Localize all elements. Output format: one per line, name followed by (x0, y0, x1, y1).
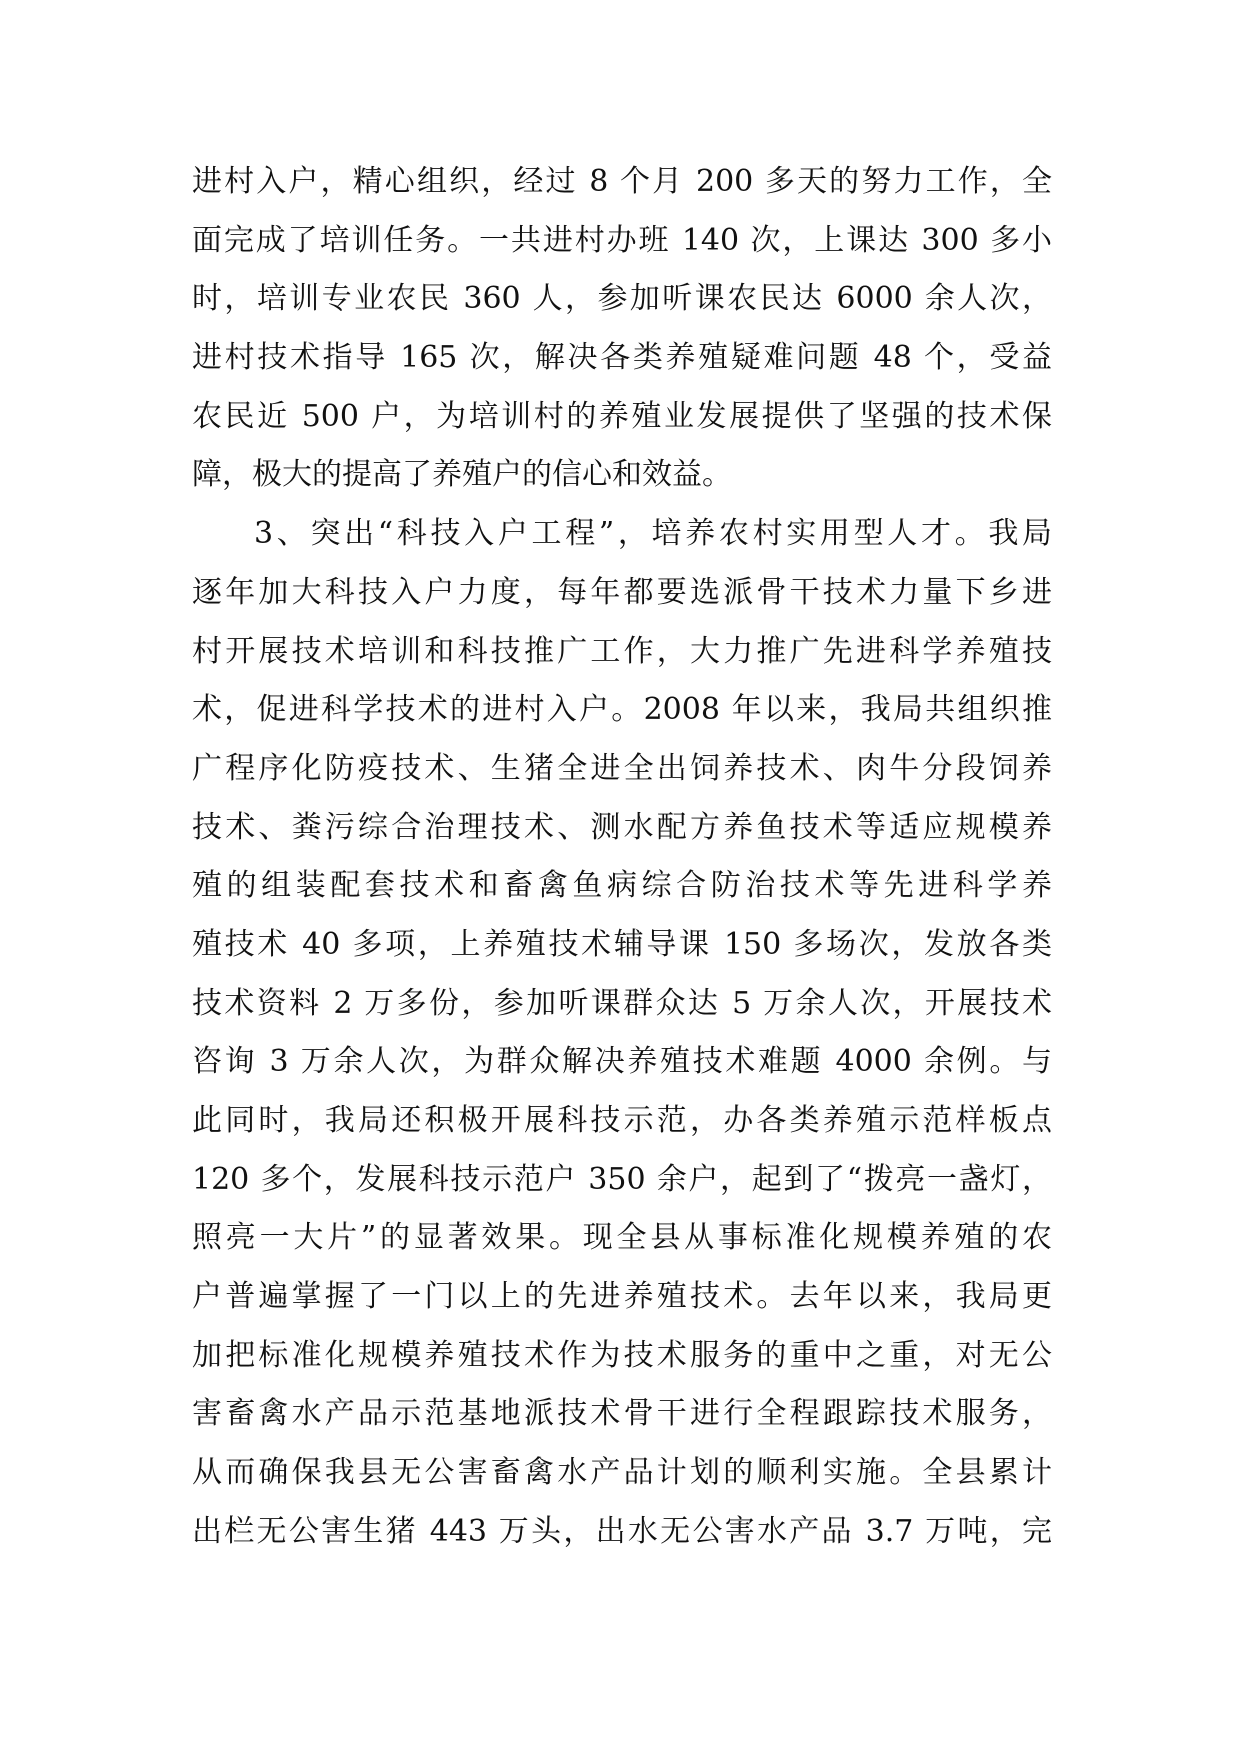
text-line: 户普遍掌握了一门以上的先进养殖技术。去年以来，我局更 (192, 1279, 1052, 1315)
text-line: 技术资料 2 万多份，参加听课群众达 5 万余人次，开展技术 (192, 985, 1052, 1021)
paragraph-start-line: 3、突出“科技入户工程”，培养农村实用型人才。我局 (254, 516, 1052, 552)
text-line: 进村入户，精心组织，经过 8 个月 200 多天的努力工作，全 (192, 164, 1052, 199)
text-line: 照亮一大片”的显著效果。现全县从事标准化规模养殖的农 (192, 1220, 1052, 1256)
text-line: 障，极大的提高了养殖户的信心和效益。 (192, 457, 732, 493)
text-line: 从而确保我县无公害畜禽水产品计划的顺利实施。全县累计 (192, 1455, 1052, 1491)
text-line: 技术、粪污综合治理技术、测水配方养鱼技术等适应规模养 (192, 809, 1052, 845)
text-line: 殖的组装配套技术和畜禽鱼病综合防治技术等先进科学养 (192, 868, 1052, 904)
text-line: 面完成了培训任务。一共进村办班 140 次，上课达 300 多小 (192, 222, 1052, 258)
text-line: 村开展技术培训和科技推广工作，大力推广先进科学养殖技 (192, 633, 1052, 669)
text-line: 时，培训专业农民 360 人，参加听课农民达 6000 余人次， (192, 281, 1052, 317)
text-line: 农民近 500 户，为培训村的养殖业发展提供了坚强的技术保 (192, 398, 1052, 434)
text-line: 咨询 3 万余人次，为群众解决养殖技术难题 4000 余例。与 (192, 1044, 1052, 1080)
text-line: 逐年加大科技入户力度，每年都要选派骨干技术力量下乡进 (192, 574, 1052, 610)
text-line: 出栏无公害生猪 443 万头，出水无公害水产品 3.7 万吨，完 (192, 1513, 1052, 1549)
text-line: 广程序化防疫技术、生猪全进全出饲养技术、肉牛分段饲养 (192, 750, 1052, 786)
text-line: 术，促进科学技术的进村入户。2008 年以来，我局共组织推 (192, 692, 1052, 728)
text-line: 进村技术指导 165 次，解决各类养殖疑难问题 48 个，受益 (192, 340, 1052, 376)
text-line: 殖技术 40 多项，上养殖技术辅导课 150 多场次，发放各类 (192, 926, 1052, 962)
text-line: 120 多个，发展科技示范户 350 余户，起到了“拨亮一盏灯， (192, 1161, 1052, 1197)
text-line: 加把标准化规模养殖技术作为技术服务的重中之重，对无公 (192, 1337, 1052, 1373)
text-line: 此同时，我局还积极开展科技示范，办各类养殖示范样板点 (192, 1103, 1052, 1138)
text-line: 害畜禽水产品示范基地派技术骨干进行全程跟踪技术服务， (192, 1396, 1052, 1432)
body-text (192, 153, 1052, 1562)
